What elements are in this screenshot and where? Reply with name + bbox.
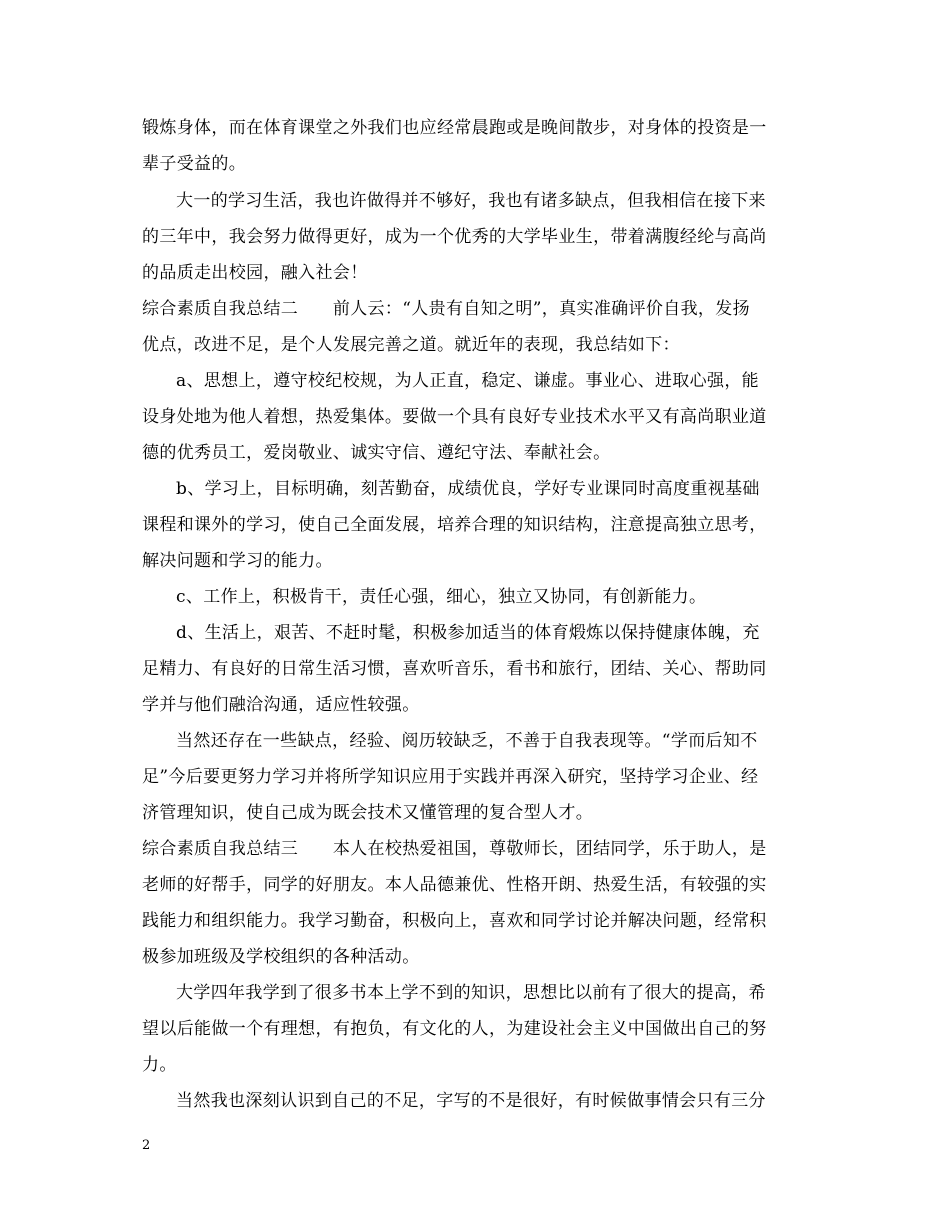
text-line: 辈子受益的。 bbox=[142, 154, 247, 174]
paragraph-first-line: 大学四年我学到了很多书本上学不到的知识，思想比以前有了很大的提高，希 bbox=[176, 983, 766, 1003]
section-heading-line: 综合素质自我总结二 前人云：“人贵有自知之明”，真实准确评价自我，发扬 bbox=[142, 299, 750, 319]
text-line: 解决问题和学习的能力。 bbox=[142, 551, 333, 571]
text-line: 德的优秀员工，爱岗敬业、诚实守信、遵纪守法、奉献社会。 bbox=[142, 443, 611, 463]
text-line: 课程和课外的学习，使自己全面发展，培养合理的知识结构，注意提高独立思考， bbox=[142, 515, 767, 535]
text-line: 极参加班级及学校组织的各种活动。 bbox=[142, 947, 420, 967]
paragraph-first-line: 大一的学习生活，我也许做得并不够好，我也有诸多缺点，但我相信在接下来 bbox=[176, 191, 766, 211]
paragraph-first-line: c、工作上，积极肯干，责任心强，细心，独立又协同，有创新能力。 bbox=[176, 587, 707, 607]
text-line: 力。 bbox=[142, 1055, 177, 1075]
paragraph-first-line: a、思想上，遵守校纪校规，为人正直，稳定、谦虚。事业心、进取心强，能 bbox=[176, 371, 760, 391]
text-line: 足”今后要更努力学习并将所学知识应用于实践并再深入研究，坚持学习企业、经 bbox=[142, 767, 759, 787]
text-line: 济管理知识，使自己成为既会技术又懂管理的复合型人才。 bbox=[142, 803, 594, 823]
text-line: 望以后能做一个有理想，有抱负，有文化的人，为建设社会主义中国做出自己的努 bbox=[142, 1019, 767, 1039]
page-number: 2 bbox=[142, 1138, 151, 1153]
paragraph-first-line: b、学习上，目标明确，刻苦勤奋，成绩优良，学好专业课同时高度重视基础 bbox=[176, 479, 760, 499]
text-line: 的三年中，我会努力做得更好，成为一个优秀的大学毕业生，带着满腹经纶与高尚 bbox=[142, 227, 767, 247]
paragraph-first-line: 当然我也深刻认识到自己的不足，字写的不是很好，有时候做事情会只有三分 bbox=[176, 1091, 766, 1111]
text-line: 设身处地为他人着想，热爱集体。要做一个具有良好专业技术水平又有高尚职业道 bbox=[142, 407, 767, 427]
text-line: 优点，改进不足，是个人发展完善之道。就近年的表现，我总结如下： bbox=[142, 335, 680, 355]
text-line: 足精力、有良好的日常生活习惯，喜欢听音乐，看书和旅行，团结、关心、帮助同 bbox=[142, 659, 767, 679]
text-line: 学并与他们融洽沟通，适应性较强。 bbox=[142, 695, 420, 715]
text-line: 践能力和组织能力。我学习勤奋，积极向上，喜欢和同学讨论并解决问题，经常积 bbox=[142, 911, 767, 931]
text-line: 锻炼身体，而在体育课堂之外我们也应经常晨跑或是晚间散步，对身体的投资是一 bbox=[142, 118, 767, 138]
text-line: 的品质走出校园，融入社会！ bbox=[142, 263, 368, 283]
paragraph-first-line: 当然还存在一些缺点，经验、阅历较缺乏，不善于自我表现等。“学而后知不 bbox=[176, 731, 758, 751]
section-heading-line: 综合素质自我总结三 本人在校热爱祖国，尊敬师长，团结同学，乐于助人，是 bbox=[142, 839, 767, 859]
text-line: 老师的好帮手，同学的好朋友。本人品德兼优、性格开朗、热爱生活，有较强的实 bbox=[142, 875, 767, 895]
paragraph-first-line: d、生活上，艰苦、不赶时髦，积极参加适当的体育煅炼以保持健康体魄，充 bbox=[176, 623, 760, 643]
